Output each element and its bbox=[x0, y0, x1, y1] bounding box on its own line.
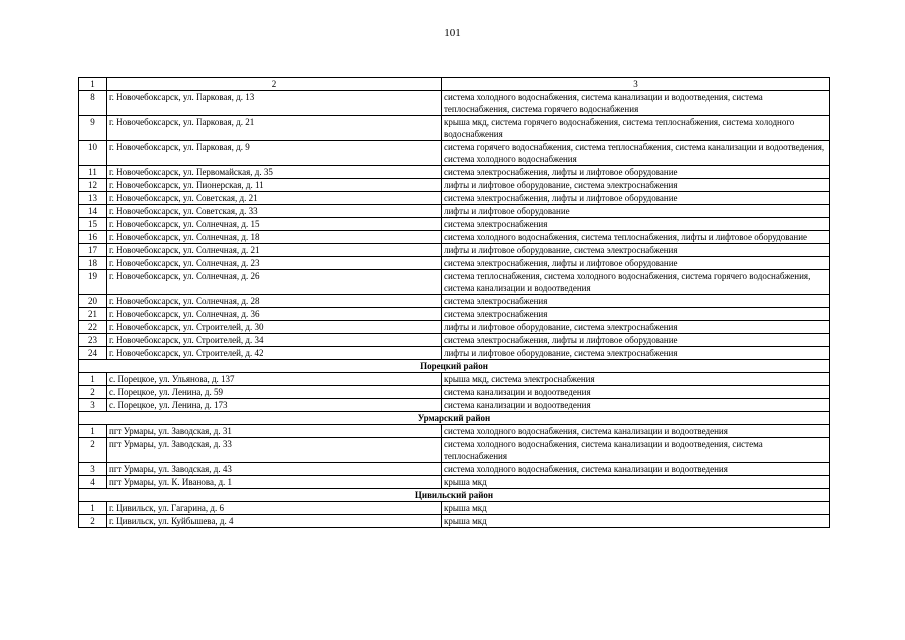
row-address: г. Новочебоксарск, ул. Первомайская, д. 35 bbox=[107, 166, 442, 179]
row-systems: лифты и лифтовое оборудование, система электроснабжения bbox=[442, 179, 830, 192]
table-header-row bbox=[79, 78, 830, 91]
row-systems: крыша мкд bbox=[442, 476, 830, 489]
table-row bbox=[79, 502, 830, 515]
row-systems: лифты и лифтовое оборудование, система электроснабжения bbox=[442, 244, 830, 257]
table-row bbox=[79, 141, 830, 166]
row-number: 2 bbox=[79, 386, 107, 399]
table-row bbox=[79, 321, 830, 334]
section-title: Цивильский район bbox=[79, 489, 830, 502]
row-address: пгт Урмары, ул. Заводская, д. 43 bbox=[107, 463, 442, 476]
registry-table bbox=[78, 77, 830, 528]
header-col-systems: 3 bbox=[442, 78, 830, 91]
table-row bbox=[79, 463, 830, 476]
row-address: с. Порецкое, ул. Ленина, д. 59 bbox=[107, 386, 442, 399]
row-number: 24 bbox=[79, 347, 107, 360]
section-row bbox=[79, 360, 830, 373]
row-systems: система холодного водоснабжения, система канализации и водоотведения bbox=[442, 463, 830, 476]
row-address: г. Новочебоксарск, ул. Парковая, д. 21 bbox=[107, 116, 442, 141]
row-address: г. Новочебоксарск, ул. Строителей, д. 34 bbox=[107, 334, 442, 347]
row-systems: система холодного водоснабжения, система канализации и водоотведения, система теплоснабжения, система горячего водоснабжения bbox=[442, 91, 830, 116]
table-row bbox=[79, 334, 830, 347]
row-number: 15 bbox=[79, 218, 107, 231]
header-col-address: 2 bbox=[107, 78, 442, 91]
row-number: 19 bbox=[79, 270, 107, 295]
row-systems: система канализации и водоотведения bbox=[442, 386, 830, 399]
row-systems: крыша мкд bbox=[442, 515, 830, 528]
row-address: г. Новочебоксарск, ул. Советская, д. 21 bbox=[107, 192, 442, 205]
table-row bbox=[79, 192, 830, 205]
row-number: 2 bbox=[79, 515, 107, 528]
table-row bbox=[79, 438, 830, 463]
table-row bbox=[79, 399, 830, 412]
row-number: 9 bbox=[79, 116, 107, 141]
row-address: г. Новочебоксарск, ул. Парковая, д. 9 bbox=[107, 141, 442, 166]
row-address: г. Новочебоксарск, ул. Солнечная, д. 26 bbox=[107, 270, 442, 295]
row-address: г. Новочебоксарск, ул. Пионерская, д. 11 bbox=[107, 179, 442, 192]
row-systems: система горячего водоснабжения, система теплоснабжения, система канализации и водоотведения, система холодного водоснабжения bbox=[442, 141, 830, 166]
registry-table-body bbox=[79, 78, 830, 528]
row-systems: система холодного водоснабжения, система теплоснабжения, лифты и лифтовое оборудование bbox=[442, 231, 830, 244]
row-address: г. Цивильск, ул. Гагарина, д. 6 bbox=[107, 502, 442, 515]
row-number: 21 bbox=[79, 308, 107, 321]
row-systems: система электроснабжения bbox=[442, 295, 830, 308]
table-row bbox=[79, 295, 830, 308]
row-address: г. Новочебоксарск, ул. Советская, д. 33 bbox=[107, 205, 442, 218]
row-address: пгт Урмары, ул. Заводская, д. 31 bbox=[107, 425, 442, 438]
row-systems: система электроснабжения, лифты и лифтовое оборудование bbox=[442, 166, 830, 179]
section-row bbox=[79, 412, 830, 425]
row-number: 4 bbox=[79, 476, 107, 489]
table-row bbox=[79, 386, 830, 399]
row-address: г. Новочебоксарск, ул. Солнечная, д. 28 bbox=[107, 295, 442, 308]
row-address: г. Новочебоксарск, ул. Парковая, д. 13 bbox=[107, 91, 442, 116]
table-row bbox=[79, 231, 830, 244]
row-systems: крыша мкд, система горячего водоснабжения, система теплоснабжения, система холодного водоснабжения bbox=[442, 116, 830, 141]
row-systems: система холодного водоснабжения, система канализации и водоотведения, система теплоснабжения bbox=[442, 438, 830, 463]
row-systems: система электроснабжения, лифты и лифтовое оборудование bbox=[442, 334, 830, 347]
row-systems: система электроснабжения bbox=[442, 218, 830, 231]
row-address: с. Порецкое, ул. Ленина, д. 173 bbox=[107, 399, 442, 412]
row-address: г. Новочебоксарск, ул. Солнечная, д. 23 bbox=[107, 257, 442, 270]
row-number: 22 bbox=[79, 321, 107, 334]
table-row bbox=[79, 373, 830, 386]
row-address: г. Новочебоксарск, ул. Строителей, д. 42 bbox=[107, 347, 442, 360]
table-row bbox=[79, 166, 830, 179]
table-row bbox=[79, 257, 830, 270]
row-number: 1 bbox=[79, 425, 107, 438]
table-row bbox=[79, 205, 830, 218]
row-systems: система электроснабжения, лифты и лифтовое оборудование bbox=[442, 257, 830, 270]
row-address: г. Новочебоксарск, ул. Солнечная, д. 15 bbox=[107, 218, 442, 231]
row-number: 23 bbox=[79, 334, 107, 347]
table-row bbox=[79, 179, 830, 192]
row-number: 8 bbox=[79, 91, 107, 116]
section-row bbox=[79, 489, 830, 502]
table-row bbox=[79, 244, 830, 257]
row-number: 17 bbox=[79, 244, 107, 257]
row-number: 2 bbox=[79, 438, 107, 463]
row-systems: система теплоснабжения, система холодного водоснабжения, система горячего водоснабжения, система канализации и водоотведения bbox=[442, 270, 830, 295]
page-number: 101 bbox=[444, 27, 461, 39]
row-number: 20 bbox=[79, 295, 107, 308]
row-systems: система электроснабжения bbox=[442, 308, 830, 321]
row-address: г. Новочебоксарск, ул. Солнечная, д. 21 bbox=[107, 244, 442, 257]
row-number: 11 bbox=[79, 166, 107, 179]
header-col-number: 1 bbox=[79, 78, 107, 91]
row-number: 14 bbox=[79, 205, 107, 218]
row-number: 12 bbox=[79, 179, 107, 192]
row-address: пгт Урмары, ул. Заводская, д. 33 bbox=[107, 438, 442, 463]
table-row bbox=[79, 308, 830, 321]
row-number: 1 bbox=[79, 502, 107, 515]
table-row bbox=[79, 347, 830, 360]
section-title: Порецкий район bbox=[79, 360, 830, 373]
section-title: Урмарский район bbox=[79, 412, 830, 425]
row-systems: лифты и лифтовое оборудование, система электроснабжения bbox=[442, 321, 830, 334]
table-row bbox=[79, 515, 830, 528]
row-address: пгт Урмары, ул. К. Иванова, д. 1 bbox=[107, 476, 442, 489]
table-row bbox=[79, 476, 830, 489]
row-systems: система холодного водоснабжения, система канализации и водоотведения bbox=[442, 425, 830, 438]
row-address: г. Новочебоксарск, ул. Солнечная, д. 36 bbox=[107, 308, 442, 321]
row-number: 18 bbox=[79, 257, 107, 270]
row-address: с. Порецкое, ул. Ульянова, д. 137 bbox=[107, 373, 442, 386]
table-row bbox=[79, 425, 830, 438]
row-systems: крыша мкд, система электроснабжения bbox=[442, 373, 830, 386]
row-number: 3 bbox=[79, 463, 107, 476]
row-address: г. Новочебоксарск, ул. Строителей, д. 30 bbox=[107, 321, 442, 334]
row-systems: лифты и лифтовое оборудование, система электроснабжения bbox=[442, 347, 830, 360]
row-number: 13 bbox=[79, 192, 107, 205]
table-row bbox=[79, 218, 830, 231]
row-systems: крыша мкд bbox=[442, 502, 830, 515]
row-number: 1 bbox=[79, 373, 107, 386]
table-row bbox=[79, 270, 830, 295]
table-row bbox=[79, 116, 830, 141]
row-address: г. Новочебоксарск, ул. Солнечная, д. 18 bbox=[107, 231, 442, 244]
row-address: г. Цивильск, ул. Куйбышева, д. 4 bbox=[107, 515, 442, 528]
row-systems: система электроснабжения, лифты и лифтовое оборудование bbox=[442, 192, 830, 205]
row-number: 10 bbox=[79, 141, 107, 166]
row-systems: лифты и лифтовое оборудование bbox=[442, 205, 830, 218]
row-number: 3 bbox=[79, 399, 107, 412]
row-number: 16 bbox=[79, 231, 107, 244]
row-systems: система канализации и водоотведения bbox=[442, 399, 830, 412]
table-row bbox=[79, 91, 830, 116]
